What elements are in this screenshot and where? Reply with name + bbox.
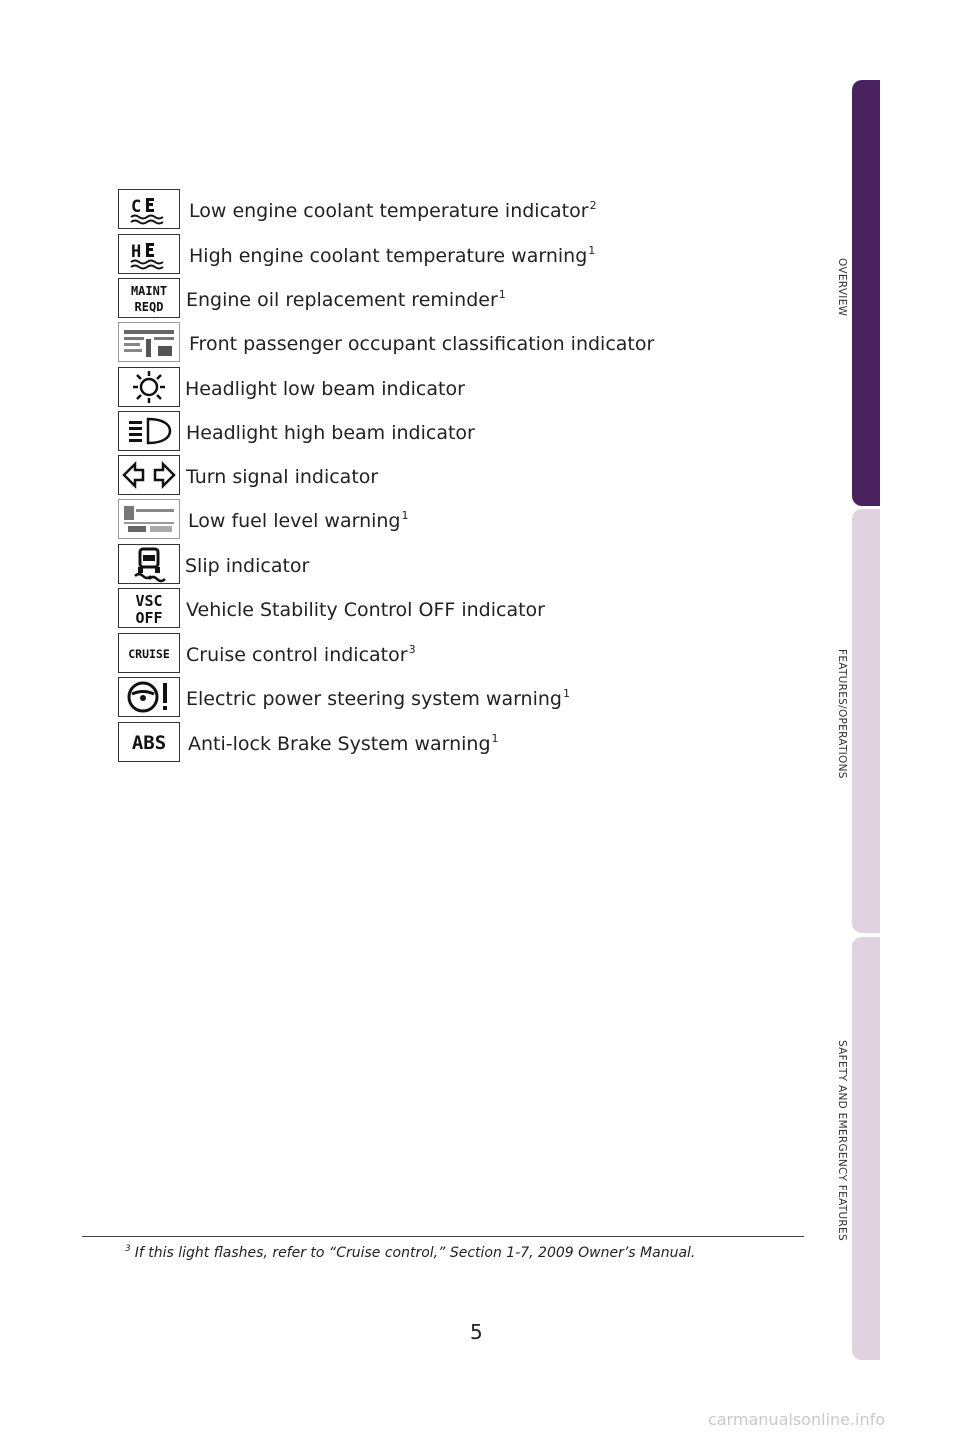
tab-safety-label: SAFETY AND EMERGENCY FEATURES (836, 1040, 848, 1241)
high-coolant-temp-icon (118, 234, 180, 274)
indicator-row (118, 544, 758, 586)
turn-signal-icon (118, 455, 180, 495)
indicator-label: High engine coolant temperature warning$^1$ (189, 244, 596, 267)
maint-text: MAINT (130, 284, 168, 298)
slip-icon (118, 544, 180, 584)
maint-reqd-icon (118, 278, 180, 318)
indicator-row (118, 499, 758, 541)
indicator-label: Low fuel level warning$^1$ (188, 509, 409, 532)
off-text: OFF (135, 609, 163, 627)
indicator-label: Slip indicator (185, 555, 310, 577)
cruise-icon (118, 633, 180, 673)
svg-text:H: H (131, 242, 142, 262)
low-coolant-temp-icon (118, 189, 180, 229)
indicator-label: Low engine coolant temperature indicator$^2$ (189, 199, 597, 222)
indicator-label: Turn signal indicator (186, 466, 379, 488)
passenger-classification-icon (118, 322, 180, 362)
indicator-row (118, 455, 758, 497)
tab-overview-label: OVERVIEW (836, 258, 848, 317)
footnote-divider (82, 1236, 804, 1237)
indicator-label: Cruise control indicator$^3$ (186, 643, 416, 666)
indicator-row (118, 722, 758, 764)
indicator-label: Front passenger occupant classification indicator (189, 333, 655, 355)
abs-text: ABS (131, 732, 167, 754)
footnote-marker: 3 (125, 1244, 131, 1254)
indicator-label: Electric power steering system warning$^1$ (186, 687, 570, 710)
reqd-text: REQD (134, 300, 164, 314)
abs-icon (118, 722, 180, 762)
indicator-row (118, 278, 758, 320)
footnote-text: If this light flashes, refer to “Cruise control,” Section 1-7, 2009 Owner’s Manual. (134, 1245, 696, 1261)
low-fuel-icon (118, 499, 180, 539)
svg-text:C: C (131, 197, 142, 217)
tab-features-label: FEATURES/OPERATIONS (836, 649, 848, 779)
indicator-label: Engine oil replacement reminder$^1$ (186, 288, 506, 311)
indicator-row (118, 322, 758, 364)
vsc-text: VSC (135, 592, 163, 610)
high-beam-icon (118, 411, 180, 451)
indicator-row (118, 677, 758, 719)
indicator-label: Headlight high beam indicator (186, 422, 475, 444)
page-number: 5 (470, 1320, 483, 1344)
indicator-row (118, 411, 758, 453)
indicator-row (118, 367, 758, 409)
indicator-row (118, 189, 758, 231)
footnote (125, 1244, 695, 1261)
indicator-label: Anti-lock Brake System warning$^1$ (188, 732, 499, 755)
indicator-row (118, 234, 758, 276)
watermark: carmanualsonline.info (708, 1410, 886, 1429)
low-beam-icon (118, 367, 180, 407)
indicator-row (118, 588, 758, 630)
cruise-text: CRUISE (128, 647, 170, 661)
vsc-off-icon (118, 588, 180, 628)
indicator-row (118, 633, 758, 675)
indicator-label: Headlight low beam indicator (185, 378, 465, 400)
indicator-label: Vehicle Stability Control OFF indicator (186, 599, 545, 621)
eps-warning-icon (118, 677, 180, 717)
